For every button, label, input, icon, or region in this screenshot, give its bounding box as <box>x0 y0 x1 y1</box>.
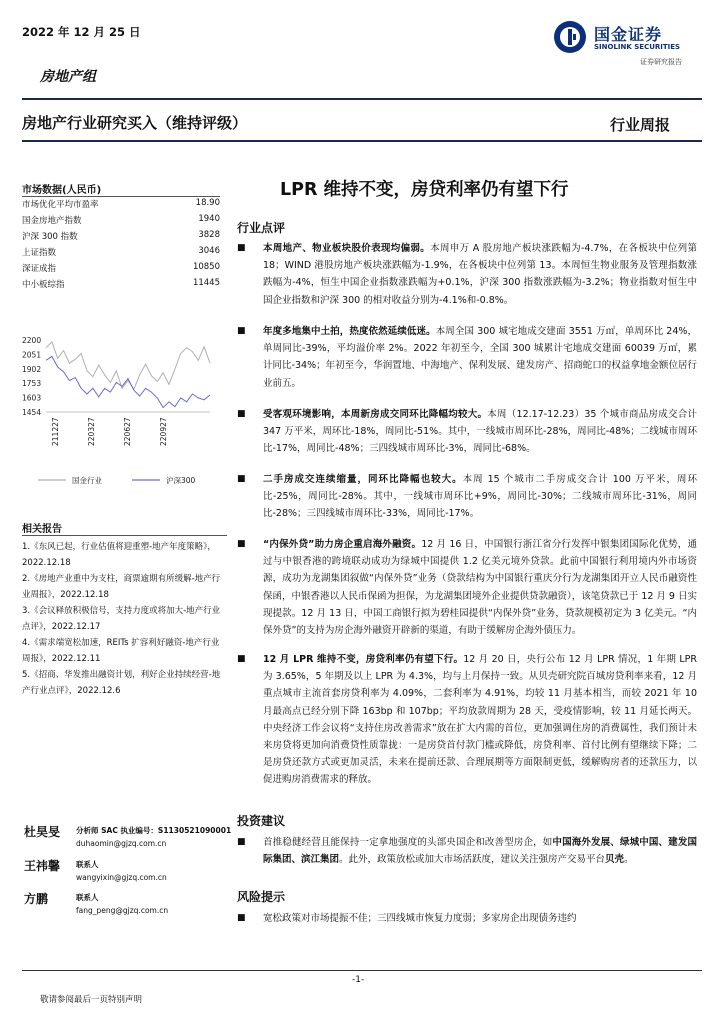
paragraph-second-hand-sales: ■ 二手房成交连续缩量，同环比降幅也较大。本周 15 个城市二手房成交合计 100 万平米，周环比-25%，周同比-28%。其中，一线城市周环比+9%，周同比-30%；二线城市周环比-31%，周同比-28%；三四线城市周环比-33%，周同比-17%。 <box>237 471 697 523</box>
sinolink-logo-icon <box>553 20 587 54</box>
bullet-icon: ■ <box>237 474 246 484</box>
page-number: -1- <box>352 975 365 985</box>
x-tick-label: 211227 <box>51 417 60 446</box>
logo-english: SINOLINK SECURITIES <box>594 43 681 51</box>
y-tick-label: 1902 <box>22 364 42 374</box>
paragraph-sector-performance: ■ 本周地产、物业板块股价表现均偏弱。本周申万 A 股房地产板块涨跌幅为-4.7%，在各板块中位列第 18；WIND 港股房地产板块涨跌幅为-1.9%，在各板块中位列第 13。本周恒生物业服务及管理指数涨跌幅为-4%，恒生中国企业指数涨跌幅为+0.1%，沪深 300 指数涨跌幅为-3.2%；物业指数对恒生中国企业指数和沪深 300 的相对收益分别为-4.1%和-0.8%。 <box>237 240 697 309</box>
analyst-email[interactable]: wangyixin@gjzq.com.cn <box>76 873 167 882</box>
index-line-chart <box>20 328 230 498</box>
y-tick-label: 1603 <box>22 393 42 403</box>
group-name: 房地产组 <box>40 69 96 85</box>
market-data-divider <box>22 196 220 197</box>
market-data-title: 市场数据(人民币) <box>22 185 102 196</box>
y-tick-label: 2200 <box>22 336 42 345</box>
legend-label: 沪深300 <box>166 476 196 485</box>
related-report-item[interactable]: 1.《东风已起，行业估值将迎重塑-地产年度策略》，2022.12.18 <box>22 542 216 568</box>
y-tick-label: 1454 <box>22 408 42 417</box>
footer-divider <box>22 970 702 971</box>
paragraph-new-home-sales: ■ 受客观环境影响，本周新房成交同环比降幅均较大。本周（12.17-12.23）35 个城市商品房成交合计 347 万平米，周环比-18%，周同比-51%。其中，一线城市周环比-28%，周同比-48%；二线城市周环比-17%，周同比-48%；三四线城市周环比-3%，周同比-68%。 <box>237 406 697 458</box>
paragraph-lpr: ■ 12 月 LPR 维持不变，房贷利率仍有望下行。12 月 20 日，央行公布 12 月 LPR 情况，1 年期 LPR 为 3.65%，5 年期及以上 LPR 为 4.3%，均与上月保持一致。从贝壳研究院百城房贷利率来看，12 月重点城市主流首套房贷利率为 4.09%，二套利率为 4.91%，均较 11 月基本相当，而较 2021 年 10 月最高点已经分别下降 163bp 和 107bp；平均放款周期为 28 天，受疫情影响，较 11 月延长两天。中央经济工作会议将“支持住房改善需求”放在扩大内需的首位，更加强调住房的消费属性，我们预计未来房贷将更加向消费贷性质靠拢：一是房贷首付款门槛或降低，房贷利率、首付比例有望继续下降；二是房贷还款方式或更加灵活，未来在提前还款、合理展期等方面限制更低，缓解购房者的还款压力，以促进购房消费需求的释放。 <box>237 651 697 789</box>
section-heading-industry-review: 行业点评 <box>237 221 286 235</box>
disclaimer-note: 敬请参阅最后一页特别声明 <box>40 995 143 1005</box>
paragraph-investment-advice: ■ 首推稳健经营且能保持一定拿地强度的头部央国企和改善型房企，如中国海外发展、绿城中国、建发国际集团、滨江集团。此外，政策放松或加大市场活跃度，建议关注强房产交易平台贝壳。 <box>237 834 697 868</box>
related-divider <box>22 535 227 536</box>
series-line-0 <box>46 342 210 389</box>
analyst-role: 联系人 <box>76 893 99 902</box>
bullet-icon: ■ <box>237 539 246 549</box>
related-report-item[interactable]: 5.《招商、华发推出融资计划，利好企业持续经营-地产行业点评》，2022.12.6 <box>22 670 221 696</box>
paragraph-land-auction: ■ 年度多地集中土拍，热度依然延续低迷。本周全国 300 城宅地成交建面 3551 万㎡，单周环比 24%，单周同比-39%，平均溢价率 2%。2022 年初至今，全国 300 城累计宅地成交建面 60039 万㎡，累计同比-34%；年初至今，华润置地、中海地产、保利发展、建发房产、招商蛇口的权益拿地金额位居行业前五。 <box>237 323 697 392</box>
market-data-row: 国金房地产指数 1940 <box>22 214 220 226</box>
x-tick-label: 220927 <box>159 417 168 446</box>
header-divider <box>22 98 702 100</box>
analyst-role: 联系人 <box>76 860 99 869</box>
logo-name: 国金证券 <box>594 25 663 44</box>
legend-label: 国金行业 <box>72 476 102 485</box>
bullet-icon: ■ <box>237 326 246 336</box>
x-tick-label: 220327 <box>87 417 96 446</box>
document-title: 房地产行业研究买入（维持评级） <box>22 114 248 132</box>
x-tick-label: 220627 <box>123 417 132 446</box>
market-data-row: 深证成指 10850 <box>22 262 220 274</box>
title-divider <box>22 140 702 142</box>
bullet-icon: ■ <box>237 243 246 253</box>
document-type: 行业周报 <box>610 116 671 134</box>
bullet-icon: ■ <box>237 913 246 923</box>
bullet-icon: ■ <box>237 837 246 847</box>
related-reports-title: 相关报告 <box>22 524 62 535</box>
bullet-icon: ■ <box>237 409 246 419</box>
related-report-item[interactable]: 4.《需求端宽松加速，REITs 扩容利好融资-地产行业周报》，2022.12.11 <box>22 638 220 664</box>
report-headline: LPR 维持不变，房贷利率仍有望下行 <box>280 180 569 200</box>
analyst-email[interactable]: fang_peng@gjzq.com.cn <box>76 906 169 915</box>
market-data-row: 沪深 300 指数 3828 <box>22 230 220 242</box>
report-type-label: 证券研究报告 <box>640 58 682 66</box>
series-line-1 <box>46 356 210 407</box>
analyst-name: 方鹏 <box>24 892 49 906</box>
market-data-row: 中小板综指 11445 <box>22 278 220 290</box>
y-tick-label: 1753 <box>22 379 42 389</box>
report-date: 2022 年 12 月 25 日 <box>22 25 141 39</box>
section-heading-risk: 风险提示 <box>237 890 286 904</box>
paragraph-overseas-financing: ■ “内保外贷”助力房企重启海外融资。12 月 16 日，中国银行浙江省分行发挥中银集团国际化优势，通过与中银香港的跨境联动成功为绿城中国提供 1.2 亿美元境外贷款。此前中国银行利用境内外市场资源，成功为龙湖集团叙做“内保外贷”业务（贷款结构为中国银行重庆分行为龙湖集团开立人民币融资性保函，中银香港以人民币保函为担保，为龙湖集团境外企业提供贷款融资），该笔贷款已于 12 月 9 日实现提款。12 月 13 日，中国工商银行拟为碧桂园提供“内保外贷”业务，贷款规模初定为 3 亿美元。“内保外贷”的支持为房企海外融资开辟新的渠道，有助于缓解房企海外债压力。 <box>237 536 697 639</box>
bullet-icon: ■ <box>237 654 246 664</box>
analyst-cert: 分析师 SAC 执业编号：S1130521090001 <box>76 826 232 835</box>
market-data-row: 市场优化平均市盈率 18.90 <box>22 198 220 210</box>
analyst-name: 杜昊旻 <box>24 825 61 839</box>
market-data-row: 上证指数 3046 <box>22 246 220 258</box>
related-report-item[interactable]: 2.《房地产业重中为支柱，商票逾期有所缓解-地产行业周报》，2022.12.18 <box>22 574 221 600</box>
section-heading-investment: 投资建议 <box>237 814 286 828</box>
analyst-name: 王祎馨 <box>24 859 61 873</box>
paragraph-risk: ■ 宽松政策对市场提振不佳；三四线城市恢复力度弱；多家房企出现债务违约 <box>237 910 697 927</box>
related-report-item[interactable]: 3.《会议释放积极信号，支持力度或将加大-地产行业点评》，2022.12.17 <box>22 606 221 632</box>
y-tick-label: 2051 <box>22 350 42 360</box>
analyst-email[interactable]: duhaomin@gjzq.com.cn <box>76 839 167 848</box>
